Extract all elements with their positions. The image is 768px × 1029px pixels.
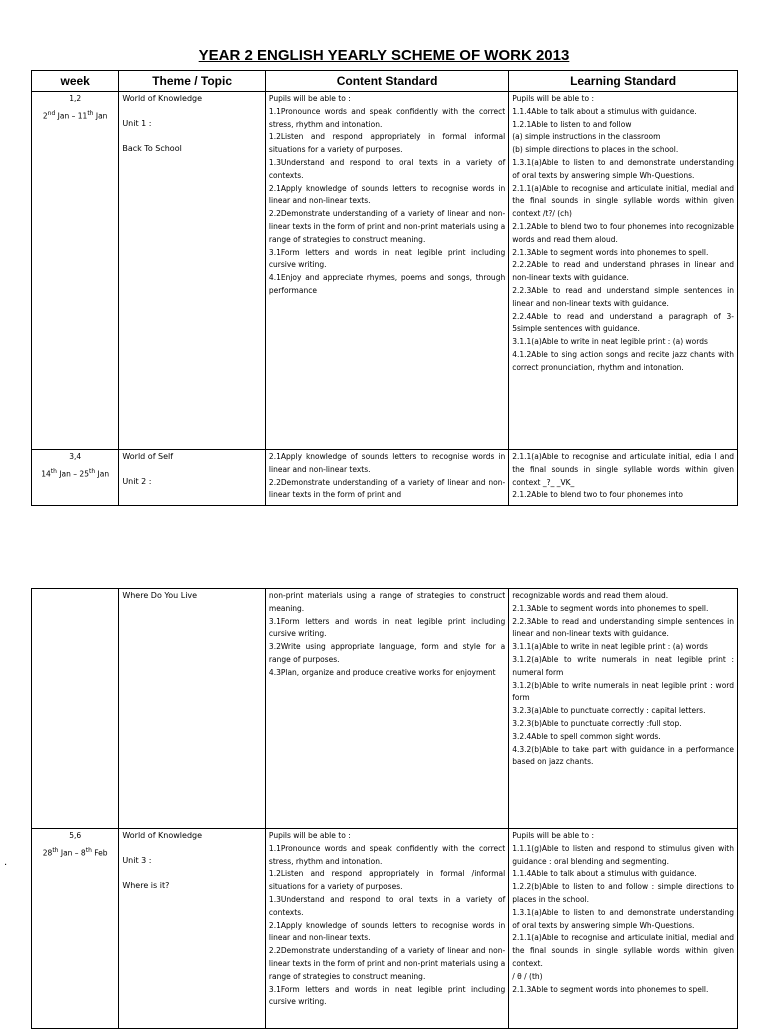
content-standard-cell [265, 450, 508, 506]
header-learning-standard: Learning Standard [509, 71, 738, 92]
scheme-table-page-2 [31, 588, 738, 1029]
week-number: 1,2 [69, 94, 82, 103]
learning-item: 1.3.1(a)Able to listen to and demonstrate understanding of oral texts by answering simple Wh-Questions. [512, 907, 734, 930]
content-standard-cell [265, 829, 508, 1029]
content-standard-cell [265, 92, 508, 450]
topic-label: Back To School [122, 143, 182, 153]
learning-item: / θ / (th) [512, 971, 543, 981]
learning-item: 4.1.2Able to sing action songs and recite jazz chants with correct pronunciation, rhythm and intonation. [512, 349, 734, 372]
theme-cell [119, 450, 266, 506]
week-number: 3,4 [69, 452, 82, 461]
theme-label: World of Self [122, 452, 174, 461]
week-dates: 28th Jan – 8th Feb [42, 846, 108, 858]
theme-cell [119, 829, 266, 1029]
learning-item: 2.2.4Able to read and understand a paragraph of 3-5simple sentences with guidance. [512, 311, 734, 334]
learning-item: 2.1.1(a)Able to recognise and articulate initial, medial and the final sounds in single syllable words within given context /t?/ (ch) [512, 183, 734, 219]
content-item: 1.3Understand and respond to oral texts in a variety of contexts. [268, 894, 506, 917]
learning-item: 1.1.4Able to talk about a stimulus with guidance. [512, 869, 697, 879]
topic-label: Where is it? [122, 880, 170, 890]
learning-item: 1.1.4Able to talk about a stimulus with guidance. [512, 106, 697, 116]
unit-label: Unit 1 : [122, 118, 152, 128]
scheme-table-page-1 [31, 70, 738, 506]
week-cell [32, 92, 119, 450]
content-item: 2.1Apply knowledge of sounds letters to recognise words in linear and non-linear texts. [268, 920, 506, 943]
learning-item: 3.1.2(b)Able to write numerals in neat legible print : word form [512, 680, 734, 703]
unit-label: Unit 2 : [122, 476, 152, 486]
learning-item: 3.2.3(a)Able to punctuate correctly : capital letters. [512, 706, 706, 716]
week-cell [32, 450, 119, 506]
week-dates: 2nd Jan – 11th Jan [42, 109, 108, 121]
learning-item: Pupils will be able to : [512, 94, 594, 103]
table-row [32, 589, 738, 829]
learning-item: 3.2.3(b)Able to punctuate correctly :full stop. [512, 718, 682, 728]
learning-item: 1.1.1(g)Able to listen and respond to stimulus given with guidance : oral blending and segmenting. [512, 843, 734, 866]
learning-standard-cell [509, 450, 738, 506]
header-theme-topic: Theme / Topic [119, 71, 266, 92]
learning-item: 2.1.1(a)Able to recognise and articulate initial, medial and the final sounds in single syllable words within given context. [512, 933, 734, 968]
week-number: 5,6 [69, 831, 82, 840]
document-title: YEAR 2 ENGLISH YEARLY SCHEME OF WORK 2013 [198, 47, 570, 64]
learning-item: 4.3.2(b)Able to take part with guidance in a performance based on jazz chants. [512, 744, 734, 767]
learning-standard-cell [509, 589, 738, 829]
week-cell [32, 829, 119, 1029]
learning-item: 3.1.2(a)Able to write numerals in neat legible print : numeral form [512, 654, 734, 677]
learning-item: 2.1.2Able to blend two to four phonemes into [512, 490, 684, 500]
learning-item: 2.1.3Able to segment words into phonemes to spell. [512, 247, 709, 257]
learning-item: 2.2.2Able to read and understand phrases in linear and non-linear texts with guidance. [512, 260, 734, 283]
learning-item: 3.1.1(a)Able to write in neat legible print : (a) words [512, 642, 708, 652]
learning-standard-cell [509, 829, 738, 1029]
learning-item: 2.1.3Able to segment words into phonemes to spell. [512, 603, 709, 613]
learning-item: 2.2.3Able to read and understanding simple sentences in linear and non-linear texts with guidance. [512, 616, 734, 639]
learning-item: (b) simple directions to places in the school. [512, 145, 679, 155]
theme-label: World of Knowledge [122, 94, 203, 103]
week-cell [32, 589, 119, 829]
learning-item: 2.1.3Able to segment words into phonemes to spell. [512, 984, 709, 994]
content-item: 3.1Form letters and words in neat legible print including cursive writing. [268, 247, 506, 270]
unit-label: Unit 3 : [122, 855, 152, 865]
content-item: 3.1Form letters and words in neat legible print including cursive writing. [268, 616, 506, 639]
learning-item: 2.1.1(a)Able to recognise and articulate initial, edia l and the final sounds in single syllable words within given context _?_ _VK_ [512, 452, 734, 487]
topic-label: Where Do You Live [122, 591, 198, 600]
learning-standard-cell [509, 92, 738, 450]
content-item: Pupils will be able to : [268, 831, 351, 840]
content-standard-cell [265, 589, 508, 829]
content-item: Pupils will be able to : [268, 94, 351, 103]
content-item: 2.2Demonstrate understanding of a variety of linear and non-linear texts in the form of print and [268, 477, 506, 500]
content-item: 1.2Listen and respond appropriately in formal informal situations for a variety of purposes. [268, 132, 506, 155]
content-item: 2.2Demonstrate understanding of a variety of linear and non-linear texts in the form of print and non-print materials using a range of strategies to construct meaning. [268, 209, 506, 244]
header-week: week [32, 71, 119, 92]
content-item: 4.1Enjoy and appreciate rhymes, poems and songs, through performance [268, 273, 506, 295]
learning-item: recognizable words and read them aloud. [512, 591, 669, 600]
content-item: 2.1Apply knowledge of sounds letters to recognise words in linear and non-linear texts. [268, 183, 506, 206]
week-dates: 14th Jan – 25th Jan [41, 467, 110, 479]
content-item: 3.2Write using appropriate language, form and style for a range of purposes. [268, 642, 506, 664]
content-item: 1.1Pronounce words and speak confidently with the correct stress, rhythm and intonation. [268, 106, 506, 129]
content-item: 4.3Plan, organize and produce creative works for enjoyment [268, 667, 496, 677]
learning-item: (a) simple instructions in the classroom [512, 132, 661, 142]
learning-item: Pupils will be able to : [512, 831, 594, 840]
table-row [32, 450, 738, 506]
content-item: 2.1Apply knowledge of sounds letters to recognise words in linear and non-linear texts. [268, 452, 506, 474]
content-item: 2.2Demonstrate understanding of a variety of linear and non-linear texts in the form of print and non-print materials using a range of strategies to construct meaning. [268, 946, 506, 981]
learning-item: 3.2.4Able to spell common sight words. [512, 731, 661, 741]
learning-item: 1.2.2(b)Able to listen to and follow : simple directions to places in the school. [512, 882, 734, 904]
learning-item: 2.1.2Able to blend two to four phonemes into recognizable words and read them aloud. [512, 221, 734, 244]
learning-item: 1.2.1Able to listen to and follow [512, 119, 632, 129]
header-content-standard: Content Standard [265, 71, 508, 92]
theme-cell [119, 589, 266, 829]
content-item: non-print materials using a range of strategies to construct meaning. [268, 591, 506, 613]
theme-label: World of Knowledge [122, 831, 203, 840]
learning-item: 2.2.3Able to read and understand simple sentences in linear and non-linear texts with guidance. [512, 285, 734, 308]
table-row [32, 92, 738, 450]
margin-mark: . [4, 857, 8, 868]
content-item: 1.1Pronounce words and speak confidently with the correct stress, rhythm and intonation. [268, 843, 506, 866]
learning-item: 1.3.1(a)Able to listen to and demonstrate understanding of oral texts by answering simple Wh-Questions. [512, 157, 734, 180]
learning-item: 3.1.1(a)Able to write in neat legible print : (a) words [512, 337, 708, 347]
content-item: 1.3Understand and respond to oral texts in a variety of contexts. [268, 157, 506, 180]
theme-cell [119, 92, 266, 450]
content-item: 1.2Listen and respond appropriately in formal /informal situations for a variety of purposes. [268, 869, 506, 892]
table-row [32, 829, 738, 1029]
content-item: 3.1Form letters and words in neat legible print including cursive writing. [268, 984, 506, 1007]
